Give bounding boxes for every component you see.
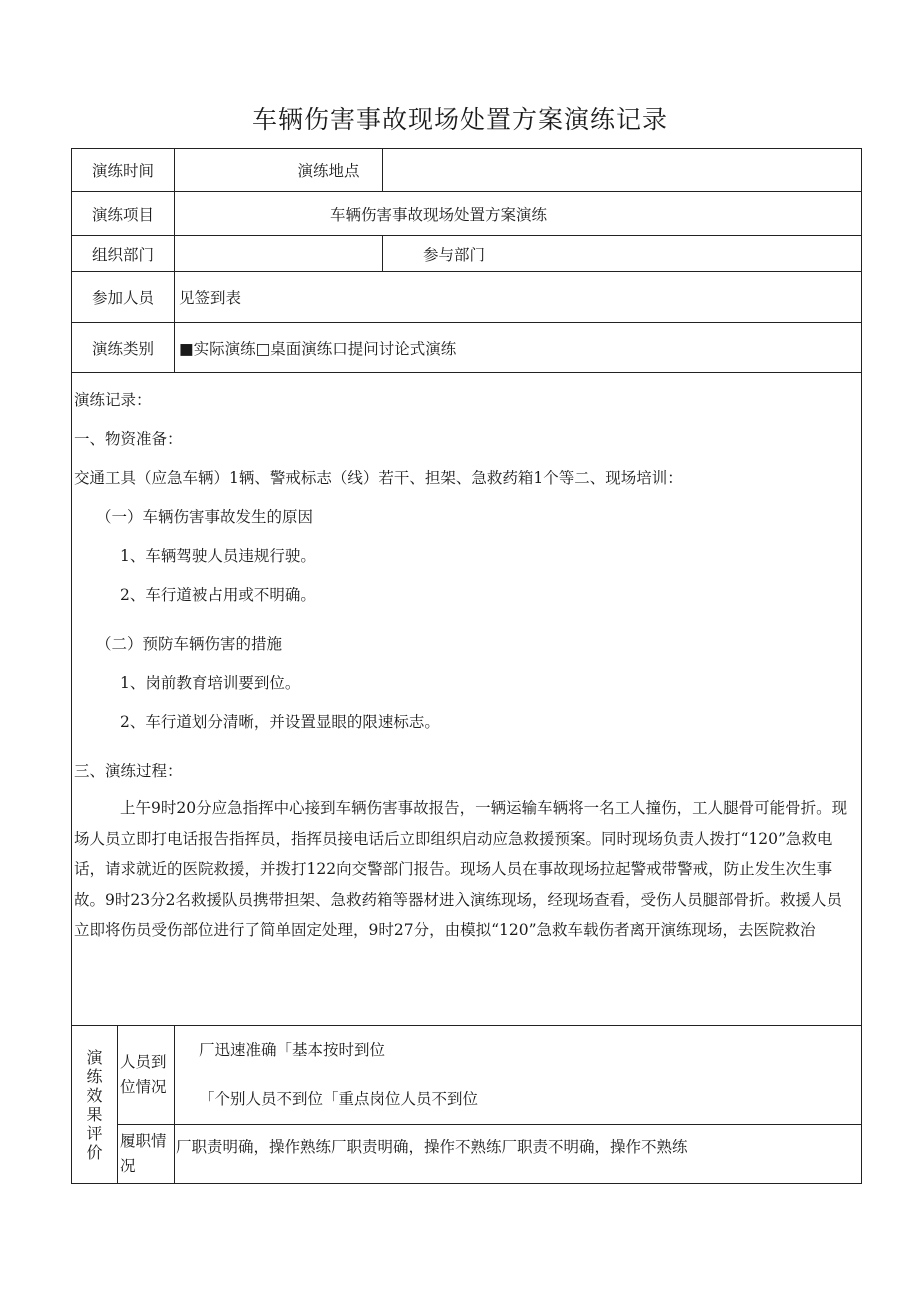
drill-project-label: 演练项目: [72, 192, 175, 236]
org-dept-label: 组织部门: [72, 236, 175, 272]
record-heading: 演练记录：: [74, 391, 152, 409]
attendance-line-2: 「个别人员不到位「重点岗位人员不到位: [199, 1090, 479, 1108]
attendance-line-1: 厂迅速准确「基本按时到位: [199, 1041, 386, 1059]
prevention-item-1: 1、岗前教育培训要到位。: [120, 674, 301, 692]
duty-options: 厂职责明确，操作熟练厂职责明确，操作不熟练厂职责不明确，操作不熟练: [175, 1125, 862, 1184]
org-dept-value: [175, 236, 383, 272]
evaluation-heading: 演练效果评价: [86, 1047, 103, 1162]
materials-text: 交通工具（应急车辆）1辆、警戒标志（线）若干、担架、急救药箱1个等二、现场培训：: [74, 469, 683, 487]
section-materials-heading: 一、物资准备：: [74, 430, 183, 448]
drill-time-label: 演练时间: [72, 149, 175, 192]
drill-location-label: 演练地点: [297, 162, 360, 180]
section-process-heading: 三、演练过程：: [74, 762, 183, 780]
drill-project-value: [175, 192, 862, 236]
page-title: 车辆伤害事故现场处置方案演练记录: [251, 105, 668, 134]
prevention-item-2: 2、车行道划分清晰，并设置显眼的限速标志。: [120, 713, 440, 731]
process-paragraph: 上午9时20分应急指挥中心接到车辆伤害事故报告，一辆运输车辆将一名工人撞伤，工人腿骨可能骨折。现场人员立即打电话报告指挥员，指挥员接电话后立即组织启动应急救援预案。同时现场负责人拨打“120”急救电话，请求就近的医院救援，并拨打122向交警部门报告。现场人员在事故现场拉起警戒带警戒，防止发生次生事故。9时23分2名救援队员携带担架、急救药箱等器材进入演练现场，经现场查看，受伤人员腿部骨折。救援人员立即将伤员受伤部位进行了简单固定处理，9时27分，由模拟“120”急救车载伤者离开演练现场，去医院救治: [74, 799, 848, 939]
drill-category-value: ■实际演练□桌面演练口提问讨论式演练: [175, 323, 862, 373]
attendance-label: 人员到位情况: [118, 1026, 175, 1125]
subsection-prevention: （二）预防车辆伤害的措施: [96, 635, 283, 653]
drill-time-cell: [175, 149, 383, 192]
drill-record-table: [71, 148, 862, 1184]
cause-item-1: 1、车辆驾驶人员违规行驶。: [120, 547, 316, 565]
drill-project-text: 车辆伤害事故现场处置方案演练: [330, 205, 548, 224]
evaluation-heading-cell: [72, 1026, 118, 1184]
drill-category-label: 演练类别: [72, 323, 175, 373]
attendance-options: [175, 1026, 862, 1125]
participant-dept-cell: [383, 236, 862, 272]
duty-label: 履职情况: [118, 1125, 175, 1184]
attendees-value: 见签到表: [175, 272, 862, 323]
subsection-causes: （一）车辆伤害事故发生的原因: [96, 508, 314, 526]
attendees-label: 参加人员: [72, 272, 175, 323]
drill-location-value: [383, 149, 862, 192]
participant-dept-label: 参与部门: [423, 245, 486, 264]
cause-item-2: 2、车行道被占用或不明确。: [120, 586, 316, 604]
drill-record-cell: [72, 373, 862, 1026]
